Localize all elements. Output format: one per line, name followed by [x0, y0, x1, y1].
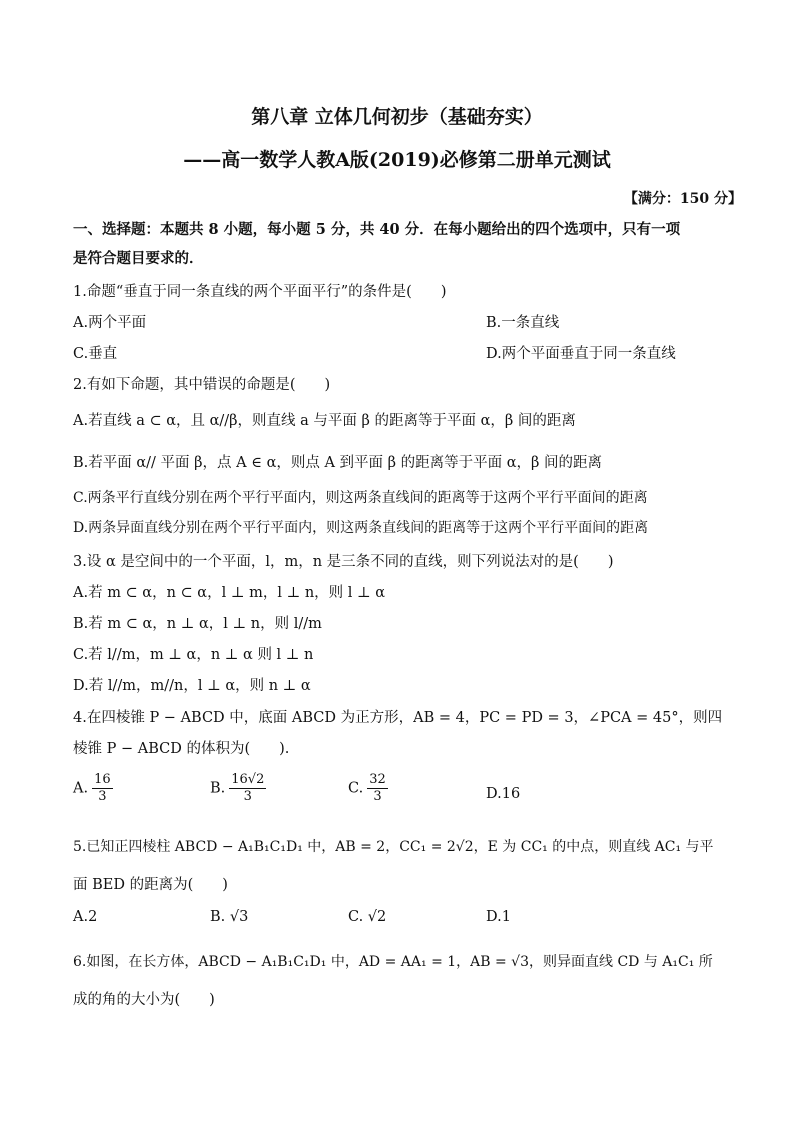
- question-1-stem: 1.命题“垂直于同一条直线的两个平面平行”的条件是( ): [73, 284, 447, 300]
- question-2-option-b: B.若平面 α// 平面 β，点 A ∈ α，则点 A 到平面 β 的距离等于平面 α，β 间的距离: [73, 455, 603, 471]
- question-5-option-d: D.1: [486, 909, 511, 925]
- section-heading-cont: 是符合题目要求的．: [73, 250, 204, 267]
- section-heading: 一、选择题：本题共 8 小题，每小题 5 分，共 40 分．在每小题给出的四个选项中，只有一项: [73, 221, 681, 238]
- document-title: 第八章 立体几何初步（基础夯实）: [251, 106, 543, 128]
- question-4-stem: 4.在四棱锥 P − ABCD 中，底面 ABCD 为正方形，AB = 4，PC = PD = 3，∠PCA = 45°，则四: [73, 710, 723, 726]
- question-1-option-d: D.两个平面垂直于同一条直线: [486, 346, 676, 362]
- document-subtitle: ——高一数学人教A版(2019)必修第二册单元测试: [183, 149, 611, 171]
- question-5-stem: 5.已知正四棱柱 ABCD − A₁B₁C₁D₁ 中，AB = 2，CC₁ = 2√2，E 为 CC₁ 的中点，则直线 AC₁ 与平: [73, 839, 714, 855]
- full-score-label: 【满分：150 分】: [623, 191, 742, 207]
- question-3-option-c: C.若 l//m，m ⊥ α，n ⊥ α 则 l ⊥ n: [73, 647, 314, 663]
- question-3-option-d: D.若 l//m，m//n，l ⊥ α，则 n ⊥ α: [73, 678, 311, 694]
- question-2-stem: 2.有如下命题，其中错误的命题是( ): [73, 377, 331, 393]
- question-3-option-a: A.若 m ⊂ α，n ⊂ α，l ⊥ m，l ⊥ n，则 l ⊥ α: [73, 585, 386, 601]
- question-5-option-b: B. √3: [210, 909, 249, 925]
- question-3-stem: 3.设 α 是空间中的一个平面，l，m，n 是三条不同的直线，则下列说法对的是( ): [73, 554, 614, 570]
- question-5-stem-cont: 面 BED 的距离为( ): [73, 877, 228, 893]
- question-5-option-c: C. √2: [348, 909, 387, 925]
- question-2-option-c: C.两条平行直线分别在两个平行平面内，则这两条直线间的距离等于这两个平行平面间的距离: [73, 490, 648, 506]
- question-6-stem: 6.如图，在长方体，ABCD − A₁B₁C₁D₁ 中，AD = AA₁ = 1，AB = √3，则异面直线 CD 与 A₁C₁ 所: [73, 954, 713, 970]
- question-1-option-a: A.两个平面: [73, 315, 147, 331]
- question-1-option-b: B.一条直线: [486, 315, 560, 331]
- question-4-option-d: D.16: [486, 786, 521, 802]
- question-2-option-a: A.若直线 a ⊂ α，且 α//β，则直线 a 与平面 β 的距离等于平面 α，β 间的距离: [73, 413, 576, 429]
- fraction: $\frac{32}{3}$: [369, 772, 386, 804]
- question-6-stem-cont: 成的角的大小为( ): [73, 992, 215, 1008]
- question-2-option-d: D.两条异面直线分别在两个平行平面内，则这两条直线间的距离等于这两个平行平面间的距离: [73, 520, 649, 536]
- fraction: $\frac{16}{3}$: [94, 772, 111, 804]
- question-3-option-b: B.若 m ⊂ α，n ⊥ α，l ⊥ n，则 l//m: [73, 616, 322, 632]
- question-4-option-a: A. $\frac{16}{3}$: [73, 772, 111, 804]
- question-1-option-c: C.垂直: [73, 346, 118, 362]
- question-4-option-c: C. $\frac{32}{3}$: [348, 772, 386, 804]
- question-4-stem-cont: 棱锥 P − ABCD 的体积为( ).: [73, 741, 290, 757]
- question-4-option-b: B. $\frac{16√2}{3}$: [210, 772, 265, 804]
- fraction: $\frac{16√2}{3}$: [231, 772, 265, 804]
- question-5-option-a: A.2: [73, 909, 98, 925]
